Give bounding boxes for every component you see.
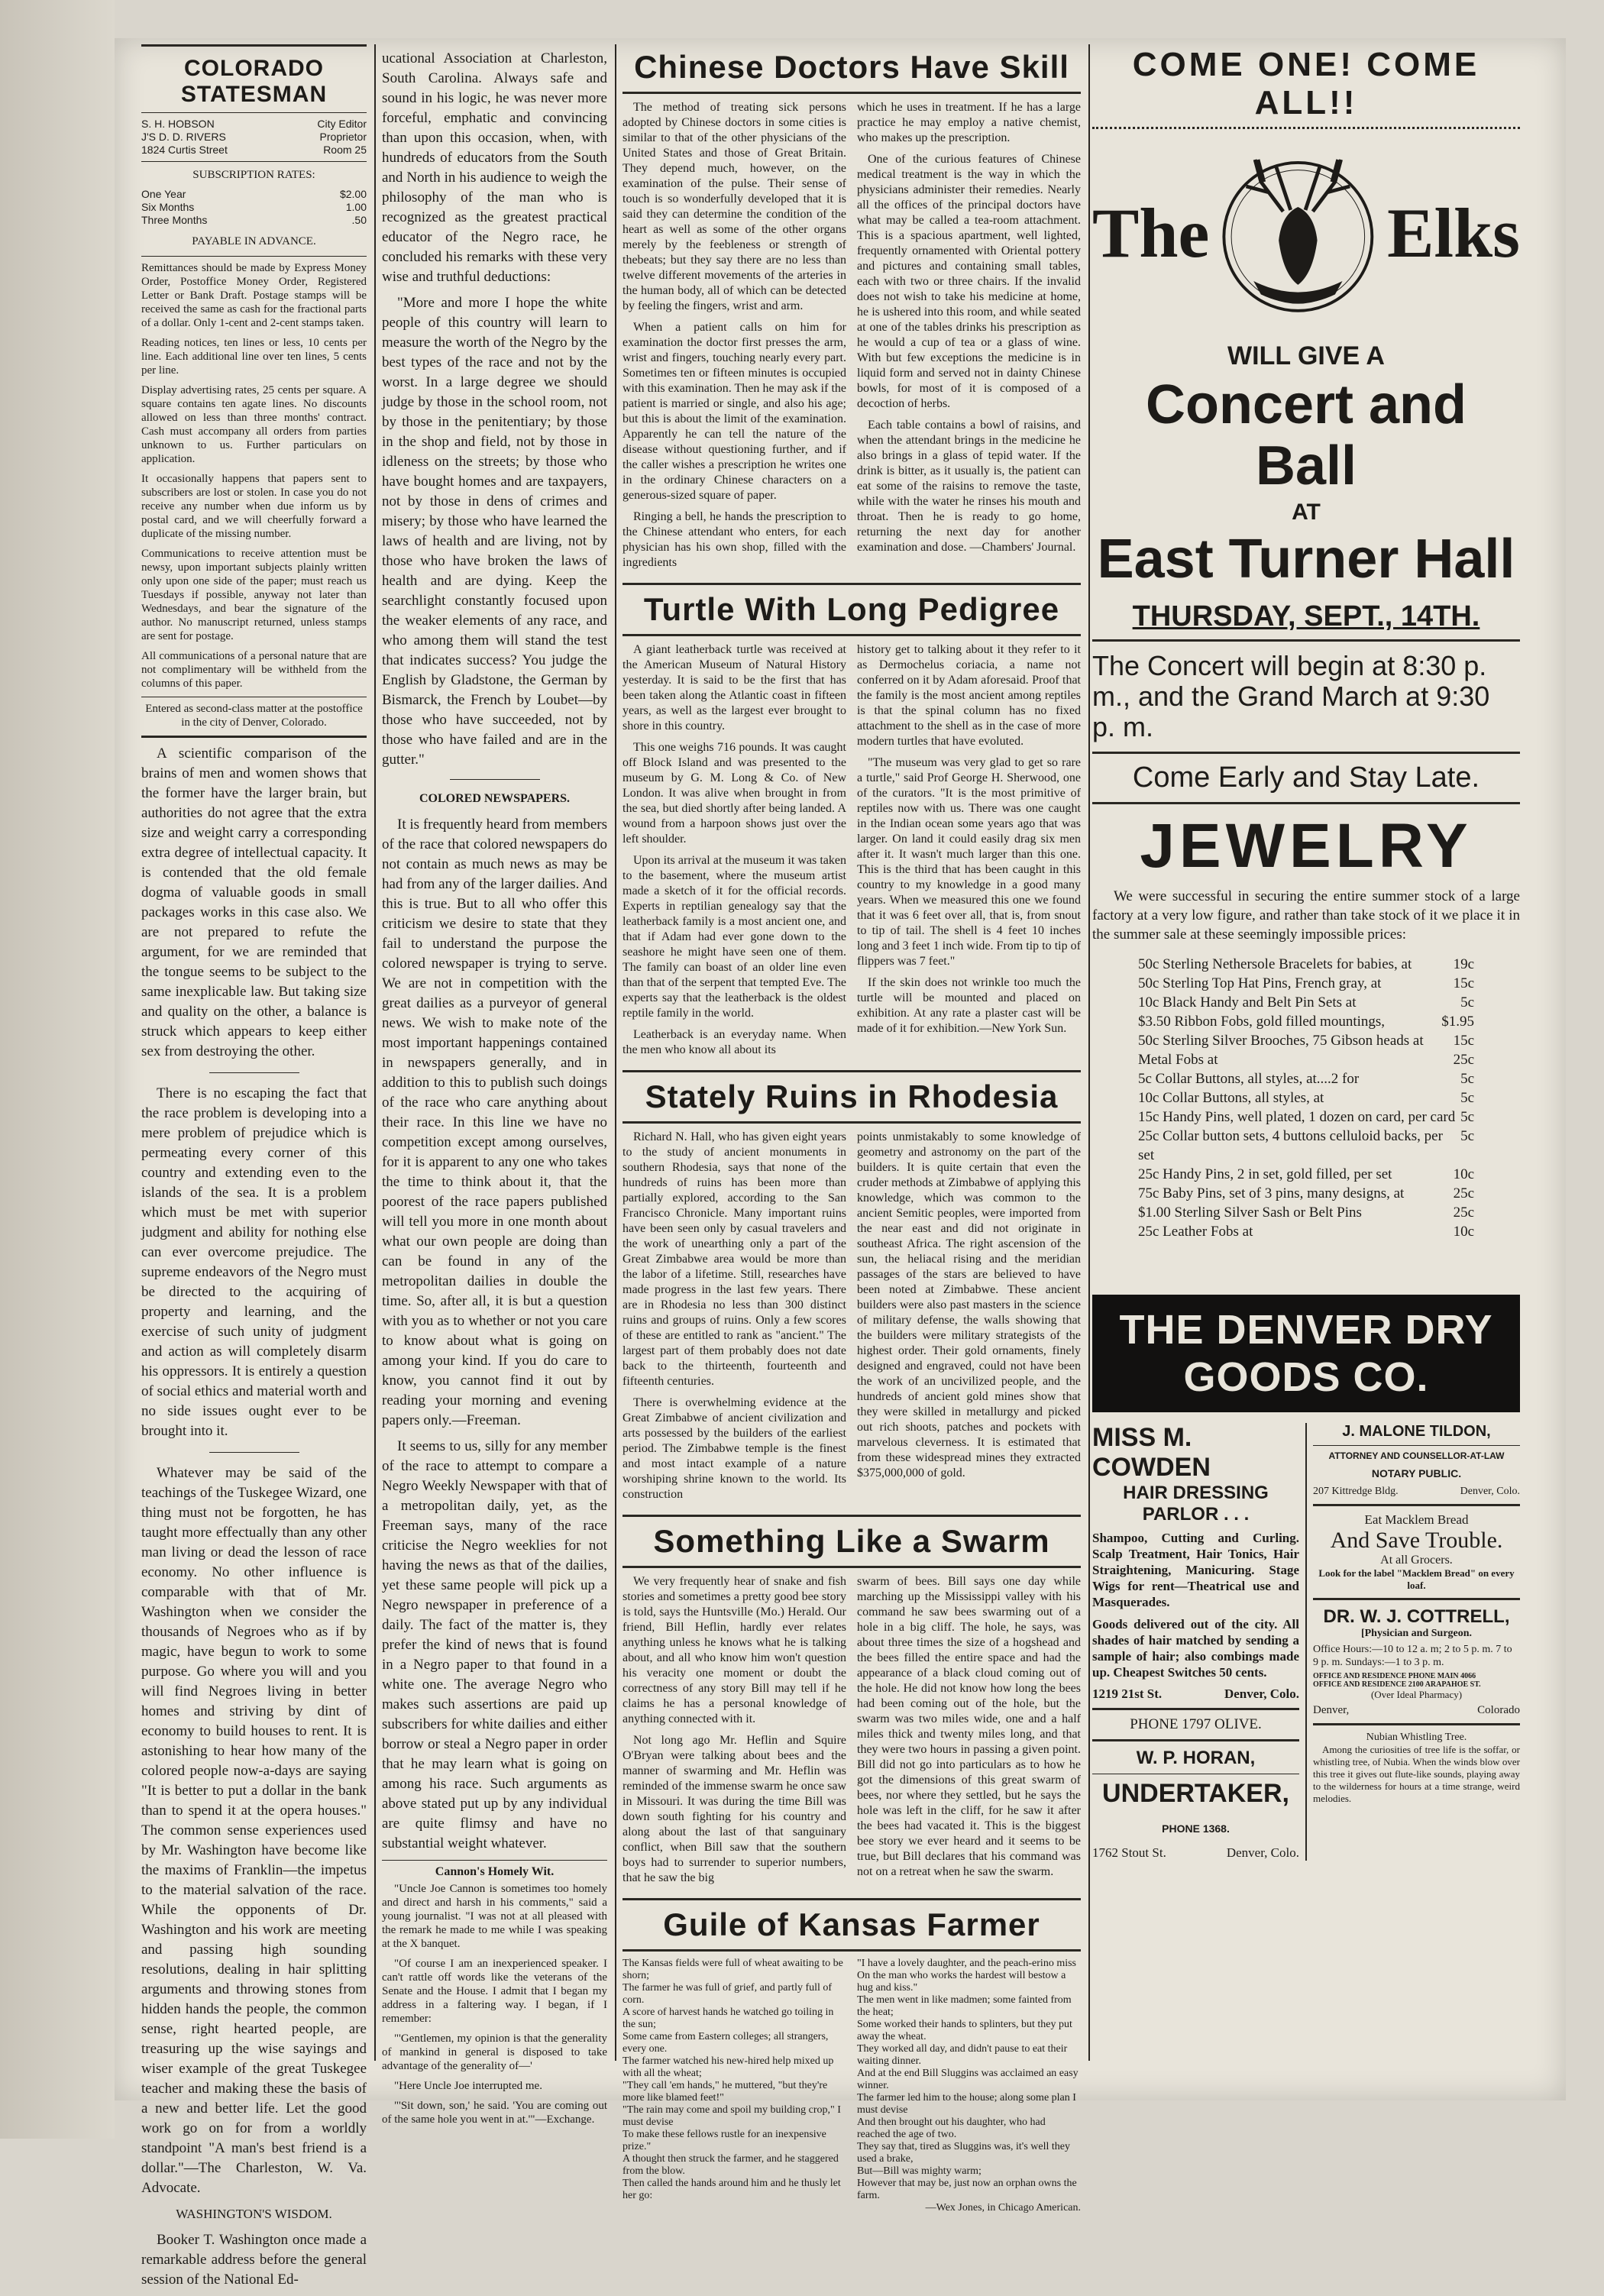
article-paragraph: If the skin does not wrinkle too much the turtle will be mounted and placed on exhibition. At any rate a plaster cast will be made of it for exhibition.—New York Sun. <box>857 976 1081 1035</box>
article-paragraph: Ringing a bell, he hands the prescription to the Chinese attendant who enters, for each physician has his own shop, filled with the ingredients <box>623 510 846 569</box>
section-heading: Cannon's Homely Wit. <box>435 1865 555 1878</box>
editorial-paragraph: Booker T. Washington once made a remarkable address before the general session of the National Ed- <box>141 2232 367 2288</box>
poem-line: "The rain may come and spoil my building crop," I must devise <box>623 2104 841 2128</box>
rate-row: Six Months 1.00 <box>141 201 367 213</box>
section-heading: WASHINGTON'S WISDOM. <box>176 2207 332 2221</box>
price-item: 25c Handy Pins, 2 in set, gold filled, per set 10c <box>1138 1166 1474 1182</box>
article-paragraph: "More and more I hope the white people of this country will learn to measure the worth of the Negro by the best types of the race and not by the worst. In a large degree we should judge by those in the school room, not by those in the penitentiary; by those in the shop and field, not by those in idleness on the streets; by those who have bought homes and are taxpayers, not by those in dens of crimes and misery; by those who have learned the laws of health and are living, not by those who have broken the laws of health and are dying. Keep the searchlight constantly focused upon the weaker elements of any race, and who among them will stand the test that indicates success? You judge the English by Gladstone, the German by Bismarck, the French by Loubet—by those who have succeeded, not by those who have failed and are in the gutter." <box>382 295 607 768</box>
poem-line: "They call 'em hands," he muttered, "but they're more like blamed feet!" <box>623 2080 828 2104</box>
column-2 <box>382 49 607 2133</box>
event-date: THURSDAY, SEPT., 14TH. <box>1132 600 1480 632</box>
article-paragraph: Upon its arrival at the museum it was taken to the basement, where the museum artist made a sketch of it for the official records. Experts in reptilian genealogy say that the leatherback family is a most ancient one, and that if Adam had ever gone down to the seashore he might have seen one of them. The family can boast of an older line even than that of the serpent that tempted Eve. The experts say that the leatherback is the oldest reptile family in the world. <box>623 854 846 1020</box>
article-paragraph: A giant leatherback turtle was received at the American Museum of Natural History yesterday. It is said to be the first that has been taken along the Atlantic coast in fifteen years, as well as the largest ever brought to shore in this country. <box>623 643 846 732</box>
editorial-paragraph: A scientific comparison of the brains of men and women shows that the former have the larger brain, but authorities do not agree that the extra size and weight carry a corresponding extra degree of intellectual capacity. It is contended that the old female dogma of valuable goods in small packages works in this case also. We are not prepared to refute the argument, for we are reminded that the tongue seems to be subject to the same inexplicable law. But taking size and quality on the other, a balance is struck which appears to keep either sex from destroying the other. <box>141 745 367 1059</box>
headline: Guile of Kansas Farmer <box>663 1906 1040 1942</box>
article-paragraph: Each table contains a bowl of raisins, and when the attendant brings in the medicine he also brings in a glass of tepid water. If the drink is bitter, as it usually is, the patient can eat some of the raisins to remove the taste, while with the water he rinses his mouth and throat. Then he is ready to go home, returning the next day for another examination and dose. —Chambers' Journal. <box>857 419 1081 554</box>
bread-slogan: And Save Trouble. <box>1330 1528 1503 1553</box>
staff-row: 1824 Curtis Street Room 25 <box>141 144 367 156</box>
article-paragraph: swarm of bees. Bill says one day while marching up the Mississippi valley with his command he saw bees swarming out of a hole in a big cliff. The hole, he says, was about three times the size of a hogshead and the bees filled the entire space and had the appearance of a black cloud coming out of the hole. He did not know how long the bees had been coming out of the hole, but the swarm was two miles wide, one and a half miles thick and twenty miles long, and that they were two hours in passing a given point. Bill did not go into particulars as to how he got the dimensions of this great swarm of bees, nor where they settled, but he says the hole was left in the cliff, for he saw it after the bees had vacated it. This is the biggest bee story we ever heard and it seems to be true, but Bill declares that his command was not on a retreat when he saw the swarm. <box>857 1575 1081 1878</box>
price-item: $3.50 Ribbon Fobs, gold filled mountings, $1.95 <box>1138 1014 1474 1030</box>
notices <box>141 261 367 690</box>
column-rule <box>1088 44 1090 2061</box>
article-paragraph: "'Gentlemen, my opinion is that the generality of mankind in general is disposed to take advantage of the generality of—' <box>382 2032 607 2072</box>
article-body <box>623 100 1081 577</box>
article-paragraph: Richard N. Hall, who has given eight years to the study of ancient monuments in southern Rhodesia, says that none of the hundreds of ruins has been more than partially explored, according to the San Francisco Chronicle. Many important ruins have been seen only by casual travelers and the work of unearthing only a part of the Great Zimbabwe area would be more than the labor of a lifetime. Still, researches have made progress in the last few years. There are in Rhodesia no less than 300 distinct ruins and groups of ruins. Only a few scores of these are entitled to rank as "ancient." The largest part of them probably does not date back to the thirteenth, fourteenth and fifteenth centuries. <box>623 1130 846 1388</box>
rate-row: One Year $2.00 <box>141 188 367 200</box>
poem-line: The Kansas fields were full of wheat awaiting to be shorn; <box>623 1958 843 1981</box>
staff-row: S. H. HOBSON City Editor <box>141 118 367 130</box>
poem-line: A thought then struck the farmer, and he staggered from the blow. <box>623 2153 839 2177</box>
article-paragraph: "The museum was very glad to get so rare a turtle," said Prof George H. Sherwood, one of the curators. "It is the most primitive of reptiles now with us. There was one caught in the Indian ocean some years ago that was larger. On land it could easily drag six men after it. It wasn't much larger than this one. This is the third that has been caught in this country to my knowledge in a good many years. When we measured this one we found that it was 6 feet over all, that is, from snout to tip of tail. The shell is 4 feet 10 inches long and 3 feet 1 inch wide. From tip to tip of flippers was 7 feet." <box>857 756 1081 968</box>
article-body <box>623 642 1081 1064</box>
article-paragraph: Not long ago Mr. Heflin and Squire O'Bryan were talking about bees and the manner of swarming and Mr. Heflin was reminded of the immense swarm he once saw in Missouri. It was during the time Bill was down south fighting for his country and along about the last of that sanguinary conflict, when Bill saw that the southern boys had to surrender to superior numbers, that he saw the big <box>623 1734 846 1884</box>
article-paragraph: "'Sit down, son,' he said. 'You are coming out of the same hole you went in at.'"—Exchange. <box>382 2100 607 2126</box>
notice: It occasionally happens that papers sent to subscribers are lost or stolen. In case you do not receive any number when due inform us by postal card, and we will cheerfully forward a duplicate of the missing number. <box>141 473 367 540</box>
masthead-title: COLORADO STATESMAN <box>180 56 328 107</box>
concert-and-ball: Concert and Ball <box>1145 374 1467 496</box>
poem-line: "I have a lovely daughter, and the peach-erino miss <box>857 1958 1076 1969</box>
jewelry-heading: JEWELRY <box>1140 811 1473 881</box>
nubian-text: Among the curiosities of tree life is the soffar, or whistling tree, of Nubia. When the winds blow over this tree it gives out flute-like sounds, playing away to the wilderness for hours at a time strange, weird melodies. <box>1313 1744 1520 1804</box>
article-paragraph: points unmistakably to some knowledge of geometry and astronomy on the part of the builders. It is quite certain that even the cruder methods at Zimbabwe of applying this knowledge, which was common to the ancient Semitic peoples, were imported from the near east and did not originate in southeast Africa. The right ascension of the sun, the heliacal rising and the meridian passages of the stars are believed to have been noted at Zimbabwe. These ancient builders were also past masters in the science of military defense, the walls showing that the builders were military strategists of the highest order. Their gold ornaments, finely designed and engraved, could not have been the work of an uncivilized people, and the hundreds of ancient gold mines show that they were skilled in metallurgy and picked out rich shoots, patches and pockets with marvelous cleverness. It is estimated that from these widespread mines they extracted $375,000,000 of gold. <box>857 1130 1081 1479</box>
poem-line: A score of harvest hands he watched go toiling in the sun; <box>623 2007 834 2030</box>
article-paragraph: It seems to us, silly for any member of the race to attempt to compare a Negro Weekly Newspaper with that of a metropolitan daily, yet, as the Freeman says, many of the race criticise the Negro weeklies for not having the news as that of the dailies, yet these same people will pick up a Negro newspaper in preference of a daily. The fact of the matter is, they prefer the kind of news that is found in a Negro paper to that found in a white one. The average Negro who makes such assertions are paid up subscribers for white dailies and either borrow or steal a Negro paper in order that he may learn what is going on among his race. Such arguments as above stated put up by any individual are quite flimsy and have no substantial weight whatever. <box>382 1438 607 1851</box>
column-4-ads <box>1092 43 1520 1861</box>
come-early: Come Early and Stay Late. <box>1132 762 1480 794</box>
price-item: 5c Collar Buttons, all styles, at....2 for 5c <box>1138 1071 1474 1087</box>
denver-dry-goods-logo: THE DENVER DRY GOODS CO. <box>1092 1295 1520 1412</box>
horan-name: W. P. HORAN, <box>1136 1748 1256 1768</box>
article-paragraph: This one weighs 716 pounds. It was caught off Block Island and was presented to the museum by G. M. Long & Co. of New London. It was alive when brought in from the sea, but died shortly after being landed. A wound from a harpoon shows just over the left shoulder. <box>623 741 846 846</box>
poem-line: The farmer watched his new-hired help mixed up with all the wheat; <box>623 2055 834 2079</box>
tildon-name: J. MALONE TILDON, <box>1342 1423 1491 1440</box>
headline: Stately Ruins in Rhodesia <box>645 1078 1059 1114</box>
poem-line: The farmer led him to the house; along some plan I must devise <box>857 2092 1076 2116</box>
price-item: 25c Leather Fobs at 10c <box>1138 1224 1474 1240</box>
article-paragraph: There is overwhelming evidence at the Great Zimbabwe of ancient civilization and arts possessed by the builders of the earliest period. The Zimbabwe temple is the finest and most intact example of a nature worshiping shrine known to the world. Its construction <box>623 1396 846 1501</box>
article-paragraph: "Here Uncle Joe interrupted me. <box>394 2080 542 2092</box>
nubian-heading: Nubian Whistling Tree. <box>1366 1732 1467 1743</box>
article-paragraph: history get to talking about it they refer to it as Dermochelus coriacia, a name not conferred on it by Adam aforesaid. Proof that the family is the most ancient among reptiles is that the spinal column has no fixed attachment to the shell as in the case of more modern turtles that have evoluted. <box>857 643 1081 748</box>
cards-right: J. MALONE TILDON, ATTORNEY AND COUNSELLOR-AT-LAW NOTARY PUBLIC. 207 Kittredge Bldg. Denver, Colo. Eat Macklem Bread And Save Trouble. At all Grocers. Look for the label "Macklem Bread" on every loaf. DR. W. J. COTTRELL, [Physician and Surgeon. Office Hours:—10 to 12 a. m; 2 to 5 p. m. 7 to 9 p. m. Sundays:—1 to 3 p. m. OFFICE AND RESIDENCE PHONE MAIN 4066 OFFICE AND RESIDENCE 2100 ARAPAHOE ST. (Over Ideal Pharmacy) Denver, Colorado Nubian Whistling Tree. Among the curiosities of tree life is the soffar, or whistling tree, of Nubia. When the winds blow over this tree it gives out flute-like sounds, playing away to the wilderness for hours at a time strange, weird melodies. <box>1313 1423 1520 1804</box>
at-label: AT <box>1292 500 1321 525</box>
price-item: 15c Handy Pins, well plated, 1 dozen on card, per card 5c <box>1138 1109 1474 1125</box>
hall-name: East Turner Hall <box>1097 529 1515 590</box>
article-paragraph: which he uses in treatment. If he has a large practice he may employ a native chemist, who makes up the prescription. <box>857 101 1081 144</box>
notice: Communications to receive attention must be newsy, upon important subjects plainly written only upon one side of the paper; must reach us Tuesdays if possible, anyway not later than Wednesdays, and bear the signature of the author. No manuscript returned, unless stamps are sent for postage. <box>141 548 367 642</box>
column-3 <box>623 43 1081 2214</box>
section-heading: COLORED NEWSPAPERS. <box>419 792 571 805</box>
headline: Chinese Doctors Have Skill <box>634 49 1069 85</box>
poem-line: To make these fellows rustle for an inexpensive prize." <box>623 2129 826 2152</box>
article-paragraph: One of the curious features of Chinese medical treatment is the way in which the physicians administer their remedies. Nearly all the offices of the principal doctors have what may be called a tea-room attachment. This is a spacious apartment, well lighted, frequently ornamented with Oriental pottery and pictures and containing small tables, each with two or three chairs. If the invalid does not wish to take his medicine at home, he is ushered into this room, and while seated at one of the tables drinks his prescription as he would a cup of tea or a glass of wine. With but few exceptions the medicine is in liquid form and served not in dainty Chinese bowls, for most of it is composed of a decoction of herbs. <box>857 153 1081 410</box>
rate-row: Three Months .50 <box>141 214 367 226</box>
elks-banner: COME ONE! COME ALL!! <box>1132 46 1480 121</box>
price-item: Metal Fobs at 25c <box>1138 1052 1474 1068</box>
article-paragraph: "Uncle Joe Cannon is sometimes too homely and direct and harsh in his comments," said a young journalist. "I was not at all pleased with the remark he made to me while I was speaking at the X banquet. <box>382 1883 607 1950</box>
notice: Display advertising rates, 25 cents per square. A square contains ten agate lines. No discounts allowed on less than three months' contract. Cash must accompany all orders from parties unknown to us. Further particulars on application. <box>141 384 367 465</box>
editorial-paragraph: Whatever may be said of the teachings of the Tuskegee Wizard, one thing must not be forgotten, he has taught more effectually than any other man living or dead the lesson of race economy. No other influence is comparable with that of Mr. Washington when we consider the thousands of Negroes who as if by magic, have begun to work to some purpose. Go where you will and you will find Negroes living in better homes and striving by dint of economy to build houses to rent. It is astonishing to hear how many of the colored people now-a-days are saying "It is better to put a dollar in the bank than to spend it at the opera houses." The common sense experiences used by Mr. Washington have become like the maxims of Franklin—the impetus to the material salvation of the race. While the opponents of Dr. Washington and his work are meeting and passing high sounding resolutions, dealing in hair splitting arguments and throwing stones from hidden hands the people, the common sense, right hearted people, are treasuring up the wise sayings and wiser example of the great Tuskegee teacher and making these the basis of a new and better life. Let the good work go on for from a worldly standpoint "A man's best friend is a dollar."—The Charleston, W. Va. Advocate. <box>141 1465 367 2196</box>
poem-line: The men went in like madmen; some fainted from the heat; <box>857 1994 1072 2018</box>
headline: Something Like a Swarm <box>653 1523 1050 1559</box>
article-paragraph: We very frequently hear of snake and fish stories and sometimes a pretty good bee story is told, says the Huntsville (Mo.) Herald. Our friend, Bill Heflin, hardly ever relates anything unless he knows what he is talking about, and all who know him won't question his veracity one moment or doubt the correctness of any story Bill may tell if he claims he has a personal knowledge of anything connected with it. <box>623 1575 846 1725</box>
price-item: 50c Sterling Top Hat Pins, French gray, at 15c <box>1138 975 1474 991</box>
jewelry-price-list <box>1092 950 1520 1241</box>
article-body <box>623 1130 1081 1509</box>
article-paragraph: The method of treating sick persons adopted by Chinese doctors in some cities is similar to that of the other physicians of the United States and those of Great Britain. They depend much, however, on the examination of the pulse. Their sense of touch is so wonderfully developed that it is said they can determine the condition of the heart as well as some of the other organs merely by the feebleness or strength of thebeats; but they say there are no less than twelve different movements of the arteries in the human body, all of which can be detected by feeling the fingers, wrist and arm. <box>623 101 846 312</box>
cottrell-name: DR. W. J. COTTRELL, <box>1323 1606 1510 1627</box>
concert-time: The Concert will begin at 8:30 p. m., and the Grand March at 9:30 p. m. <box>1092 650 1490 742</box>
poem-line: Then called the hands around him and he thusly let her go: <box>623 2178 841 2201</box>
poem-line: On the man who works the hardest will bestow a hug and kiss." <box>857 1970 1066 1994</box>
headline: Turtle With Long Pedigree <box>643 591 1060 627</box>
cowden-name: MISS M. COWDEN <box>1092 1423 1211 1482</box>
price-item: 10c Collar Buttons, all styles, at 5c <box>1138 1090 1474 1106</box>
poem-line: However that may be, just now an orphan owns the farm. <box>857 2178 1077 2201</box>
price-item: 50c Sterling Nethersole Bracelets for babies, at 19c <box>1138 956 1474 972</box>
price-item: 50c Sterling Silver Brooches, 75 Gibson heads at 15c <box>1138 1033 1474 1049</box>
price-item: 25c Collar button sets, 4 buttons celluloid backs, per set 5c <box>1138 1128 1474 1163</box>
poem-line: And then brought out his daughter, who had reached the age of two. <box>857 2117 1046 2140</box>
cowden-goods: Goods delivered out of the city. All shades of hair matched by sending a sample of hair; also combings made up. Cheapest Switches 50 cents. <box>1092 1617 1299 1680</box>
article-paragraph: Leatherback is an everyday name. When the men who know all about its <box>623 1028 846 1056</box>
elks-the: The <box>1092 194 1210 272</box>
poem-line: But—Bill was mighty warm; <box>857 2165 981 2177</box>
column-rule <box>615 44 616 2061</box>
elk-head-icon <box>1209 137 1387 328</box>
elks-name: Elks <box>1387 194 1520 272</box>
elks-graphic <box>1092 134 1520 332</box>
payable-notice: PAYABLE IN ADVANCE. <box>192 235 316 247</box>
poem-line: They worked all day, and didn't pause to eat their waiting dinner. <box>857 2043 1068 2067</box>
business-cards <box>1092 1423 1520 1861</box>
column-1 <box>141 38 367 2296</box>
entered-notice: Entered as second-class matter at the postoffice in the city of Denver, Colorado. <box>145 703 363 729</box>
column-rule <box>374 44 376 2061</box>
subscription-heading: SUBSCRIPTION RATES: <box>192 169 315 181</box>
page-edge <box>0 0 115 2139</box>
notice: All communications of a personal nature that are not complimentary will be withheld from the columns of this paper. <box>141 650 367 690</box>
poem-line: They say that, tired as Sluggins was, it's well they used a brake, <box>857 2141 1070 2165</box>
will-give: WILL GIVE A <box>1227 341 1385 370</box>
cowden-phone: PHONE 1797 OLIVE. <box>1130 1716 1262 1732</box>
poem-line: The farmer he was full of grief, and partly full of corn. <box>623 1982 833 2006</box>
newspaper-page <box>115 38 1566 2288</box>
horan-title: UNDERTAKER, <box>1102 1779 1289 1808</box>
article-body <box>623 1574 1081 1892</box>
jewelry-intro: We were successful in securing the entire summer stock of a large factory at a very low figure, and rather than take stock of it we place it in the summer sale at these seemingly impossible prices: <box>1092 888 1520 943</box>
price-item: 10c Black Handy and Belt Pin Sets at 5c <box>1138 994 1474 1011</box>
poem-line: —Wex Jones, in Chicago American. <box>925 2202 1081 2214</box>
cowden-services: Shampoo, Cutting and Curling. Scalp Treatment, Hair Tonics, Hair Straightening, Manicuring. Stage Wigs for rent—Theatrical use and Masquerades. <box>1092 1531 1299 1609</box>
poem-line: And at the end Bill Sluggins was acclaimed an easy winner. <box>857 2068 1078 2091</box>
cards-left: MISS M. COWDEN HAIR DRESSING PARLOR . . . Shampoo, Cutting and Curling. Scalp Treatment, Hair Tonics, Hair Straightening, Manicuring. Stage Wigs for rent—Theatrical use and Masquerades. Goods delivered out of the city. All shades of hair matched by sending a sample of hair; also combings made up. Cheapest Switches 50 cents. 1219 21st St. Denver, Colo. PHONE 1797 OLIVE. W. P. HORAN, UNDERTAKER, PHONE 1368. 1762 Stout St. Denver, Colo. <box>1092 1423 1307 1861</box>
poem-line: Some came from Eastern colleges; all strangers, every one. <box>623 2031 829 2055</box>
price-item: $1.00 Sterling Silver Sash or Belt Pins 25c <box>1138 1205 1474 1221</box>
staff-row: J'S D. D. RIVERS Proprietor <box>141 131 367 143</box>
rate-list <box>141 188 367 227</box>
price-item: 75c Baby Pins, set of 3 pins, many designs, at 25c <box>1138 1185 1474 1201</box>
article-paragraph: It is frequently heard from members of the race that colored newspapers do not contain as much news as may be had from any of the larger dailies. And this is true. But to all who offer this criticism we desire to state that they fail to understand the purpose the colored newspaper is trying to serve. We are not in competition with the great dailies as a purveyor of general news. We wish to make note of the most important happenings contained in newspapers generally, and in addition to this to publish such doings of the race who care anything about their race. In this line we have no competition except among ourselves, for it is apparent to any one who takes the time to think about it, that the poorest of the race papers published will tell you more in one month about what our own people are doing than can be found in any of the metropolitan dailies in double the time. So, after all, it is but a question with you as to whether or not you care to know about what is going on among your kind. If you do care to know, you cannot find it out by reading your morning and evening papers only.—Freeman. <box>382 817 607 1428</box>
poem-body <box>623 1958 1081 2214</box>
editorial-paragraph: There is no escaping the fact that the race problem is developing into a mere problem of prejudice which is permeating every corner of this country and extending even to the islands of the sea. It is a problem which must be met with superior judgment and ability for nothing else can ever overcome prejudice. The supreme endeavors of the Negro must be directed to the acquiring of property and learning, and the exercise of such unity of judgment and action as will completely disarm his oppressors. It is entirely a question of social ethics and material worth and no side issues ought ever to be brought into it. <box>141 1085 367 1439</box>
poem-line: Some worked their hands to splinters, but they put away the wheat. <box>857 2019 1072 2042</box>
staff-list <box>141 118 367 157</box>
notice: Remittances should be made by Express Money Order, Postoffice Money Order, Registered Letter or Bank Draft. Postage stamps will be received the same as cash for the fractional parts of a dollar. Only 1-cent and 2-cent stamps taken. <box>141 262 367 329</box>
article-paragraph: ucational Association at Charleston, South Carolina. Always safe and sound in his logic, he was never more forceful, emphatic and convincing than upon this occasion, when, with hundreds of educators from the South and North in his audience to weigh the philosophy of the man who is recognized as the greatest practical educator of the Negro race, he concluded his remarks with these very wise and truthful deductions: <box>382 50 607 285</box>
article-paragraph: When a patient calls on him for examination the doctor first presses the arm, wrist and fingers, touching nearly every part. Sometimes ten or fifteen minutes is occupied with this examination. Then he may ask if the patient is married or single, and also his age; but this is about the limit of the examination. Apparently he can tell the nature of the disease without questioning further, and if the caller wishes a prescription he writes one in the ordinary Chinese characters on a generous-sized square of paper. <box>623 321 846 502</box>
editorials <box>141 744 367 2290</box>
article-paragraph: "Of course I am an inexperienced speaker. I can't rattle off words like the veterans of the Senate and the House. I admit that I began my address in a faltering way. I began, if I remember: <box>382 1958 607 2025</box>
notice: Reading notices, ten lines or less, 10 cents per line. Each additional line over ten lines, 5 cents per line. <box>141 337 367 377</box>
